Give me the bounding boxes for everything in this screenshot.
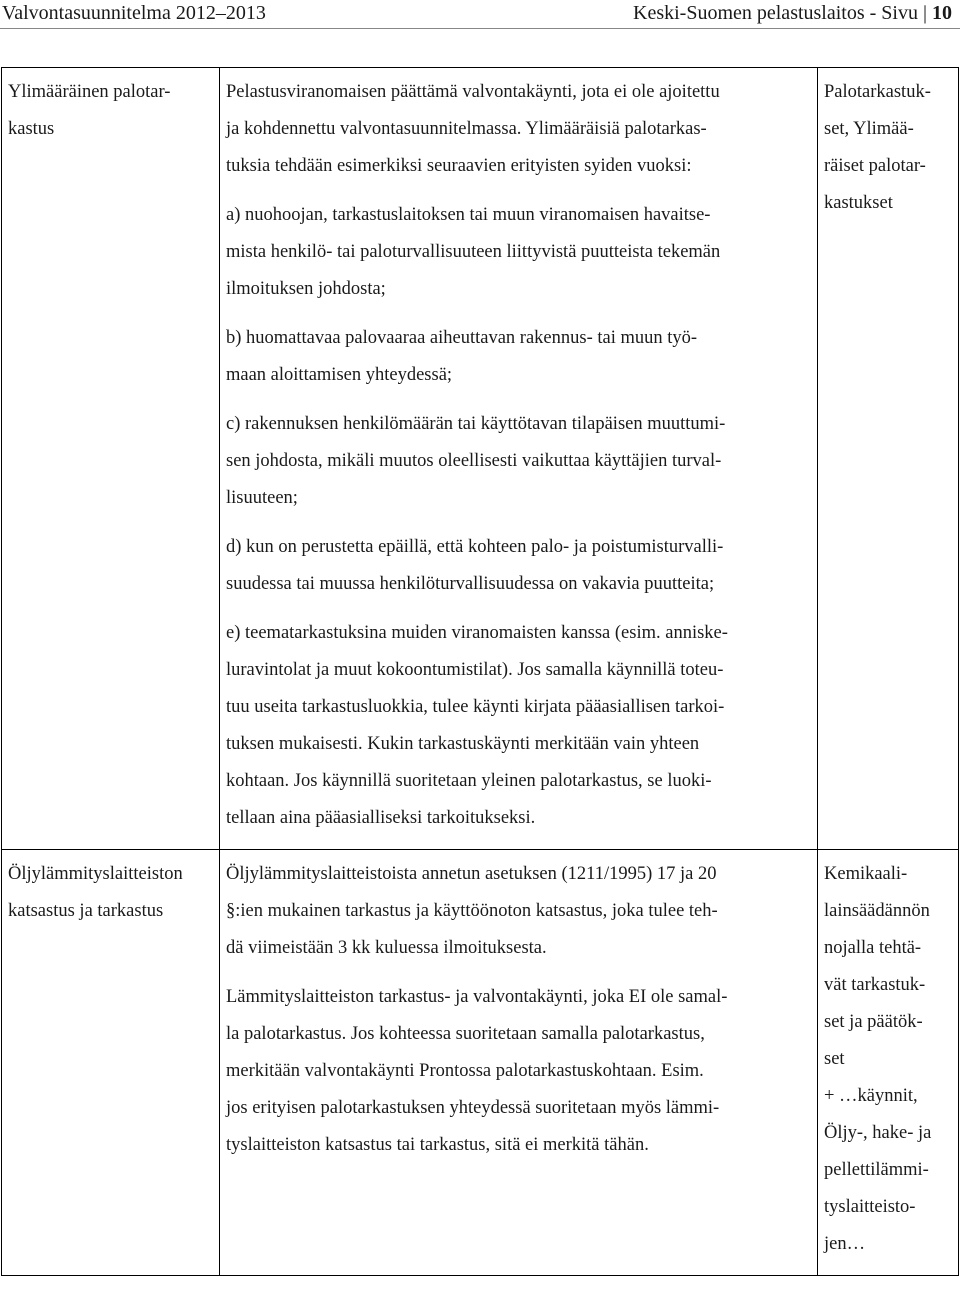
description-line: §:ien mukainen tarkastus ja käyttöönoton katsastus, joka tulee teh- (226, 901, 718, 921)
description-paragraph (226, 856, 811, 967)
inspection-type-line: kastus (8, 119, 55, 139)
description-line: jos erityisen palotarkastuksen yhteydessä suoritetaan myös lämmi- (226, 1098, 720, 1118)
inspection-type-line: katsastus ja tarkastus (8, 901, 164, 921)
description-line: ja kohdennettu valvontasuunnitelmassa. Ylimääräisiä palotarkas- (226, 119, 707, 139)
category-note-line: tyslaitteisto- (824, 1197, 916, 1217)
inspection-types-table (1, 67, 959, 1276)
category-note-line: Öljy-, hake- ja (824, 1123, 932, 1143)
category-note-line: kastukset (824, 193, 893, 213)
description-line: merkitään valvontakäynti Prontossa palotarkastuskohtaan. Esim. (226, 1061, 704, 1081)
description-line: a) nuohoojan, tarkastuslaitoksen tai muun viranomaisen havaitse- (226, 205, 711, 225)
description-paragraph (226, 615, 811, 837)
table-row (2, 68, 959, 850)
description-paragraph (226, 320, 811, 394)
description-line: tellaan aina pääasialliseksi tarkoitukseksi. (226, 808, 536, 828)
description-line: dä viimeistään 3 kk kuluessa ilmoituksesta. (226, 938, 547, 958)
description-line: lisuuteen; (226, 488, 298, 508)
inspection-type-cell (2, 68, 220, 850)
category-note-line: set, Ylimää- (824, 119, 914, 139)
description-line: kohtaan. Jos käynnillä suoritetaan yleinen palotarkastus, se luoki- (226, 771, 712, 791)
description-line: tuksia tehdään esimerkiksi seuraavien erityisten syiden vuoksi: (226, 156, 692, 176)
description-paragraph (226, 406, 811, 517)
description-line: Lämmityslaitteiston tarkastus- ja valvontakäynti, joka EI ole samal- (226, 987, 728, 1007)
category-note-line: räiset palotar- (824, 156, 926, 176)
description-line: luravintolat ja muut kokoontumistilat). Jos samalla käynnillä toteu- (226, 660, 724, 680)
document-title: Valvontasuunnitelma 2012–2013 (2, 2, 266, 24)
description-paragraph (226, 197, 811, 308)
organization-name: Keski-Suomen pelastuslaitos - Sivu (633, 2, 918, 24)
description-line: d) kun on perustetta epäillä, että kohteen palo- ja poistumisturvalli- (226, 537, 724, 557)
page-header (0, 0, 960, 30)
header-rule (0, 28, 960, 29)
category-note-cell (818, 850, 959, 1276)
inspection-type-line: Ylimääräinen palotar- (8, 82, 171, 102)
category-note-line: set ja päätök- (824, 1012, 923, 1032)
description-line: c) rakennuksen henkilömäärän tai käyttötavan tilapäisen muuttumi- (226, 414, 726, 434)
inspection-type-line: Öljylämmityslaitteiston (8, 864, 183, 884)
description-line: tuksen mukaisesti. Kukin tarkastuskäynti merkitään vain yhteen (226, 734, 700, 754)
category-note-line: Kemikaali- (824, 864, 908, 884)
category-note-line: + …käynnit, (824, 1086, 918, 1106)
description-paragraph (226, 74, 811, 185)
page-separator: | (922, 2, 927, 24)
description-paragraph (226, 529, 811, 603)
description-line: maan aloittamisen yhteydessä; (226, 365, 453, 385)
description-line: b) huomattavaa palovaaraa aiheuttavan rakennus- tai muun työ- (226, 328, 698, 348)
inspection-type-cell (2, 850, 220, 1276)
category-note-line: nojalla tehtä- (824, 938, 922, 958)
category-note-line: pellettilämmi- (824, 1160, 929, 1180)
description-line: tyslaitteiston katsastus tai tarkastus, sitä ei merkitä tähän. (226, 1135, 649, 1155)
description-line: suudessa tai muussa henkilöturvallisuudessa on vakavia puutteita; (226, 574, 715, 594)
category-note-line: Palotarkastuk- (824, 82, 931, 102)
description-line: e) teematarkastuksina muiden viranomaisten kanssa (esim. anniske- (226, 623, 728, 643)
description-line: Öljylämmityslaitteistoista annetun asetuksen (1211/1995) 17 ja 20 (226, 864, 717, 884)
page-info (633, 0, 952, 26)
description-cell (220, 68, 818, 850)
description-line: tuu useita tarkastusluokkia, tulee käynti kirjata pääasiallisen tarkoi- (226, 697, 725, 717)
category-note-line: set (824, 1049, 845, 1069)
category-note-cell (818, 68, 959, 850)
description-line: Pelastusviranomaisen päättämä valvontakäynti, jota ei ole ajoitettu (226, 82, 720, 102)
description-line: ilmoituksen johdosta; (226, 279, 386, 299)
table-row (2, 850, 959, 1276)
page-number: 10 (932, 2, 952, 24)
description-line: la palotarkastus. Jos kohteessa suoritetaan samalla palotarkastus, (226, 1024, 705, 1044)
category-note-line: vät tarkastuk- (824, 975, 926, 995)
description-line: mista henkilö- tai paloturvallisuuteen liittyvistä puutteista tekemän (226, 242, 721, 262)
description-cell (220, 850, 818, 1276)
description-paragraph (226, 979, 811, 1164)
category-note-line: lainsäädännön (824, 901, 930, 921)
description-line: sen johdosta, mikäli muutos oleellisesti vaikuttaa käyttäjien turval- (226, 451, 722, 471)
category-note-line: jen… (824, 1234, 866, 1254)
